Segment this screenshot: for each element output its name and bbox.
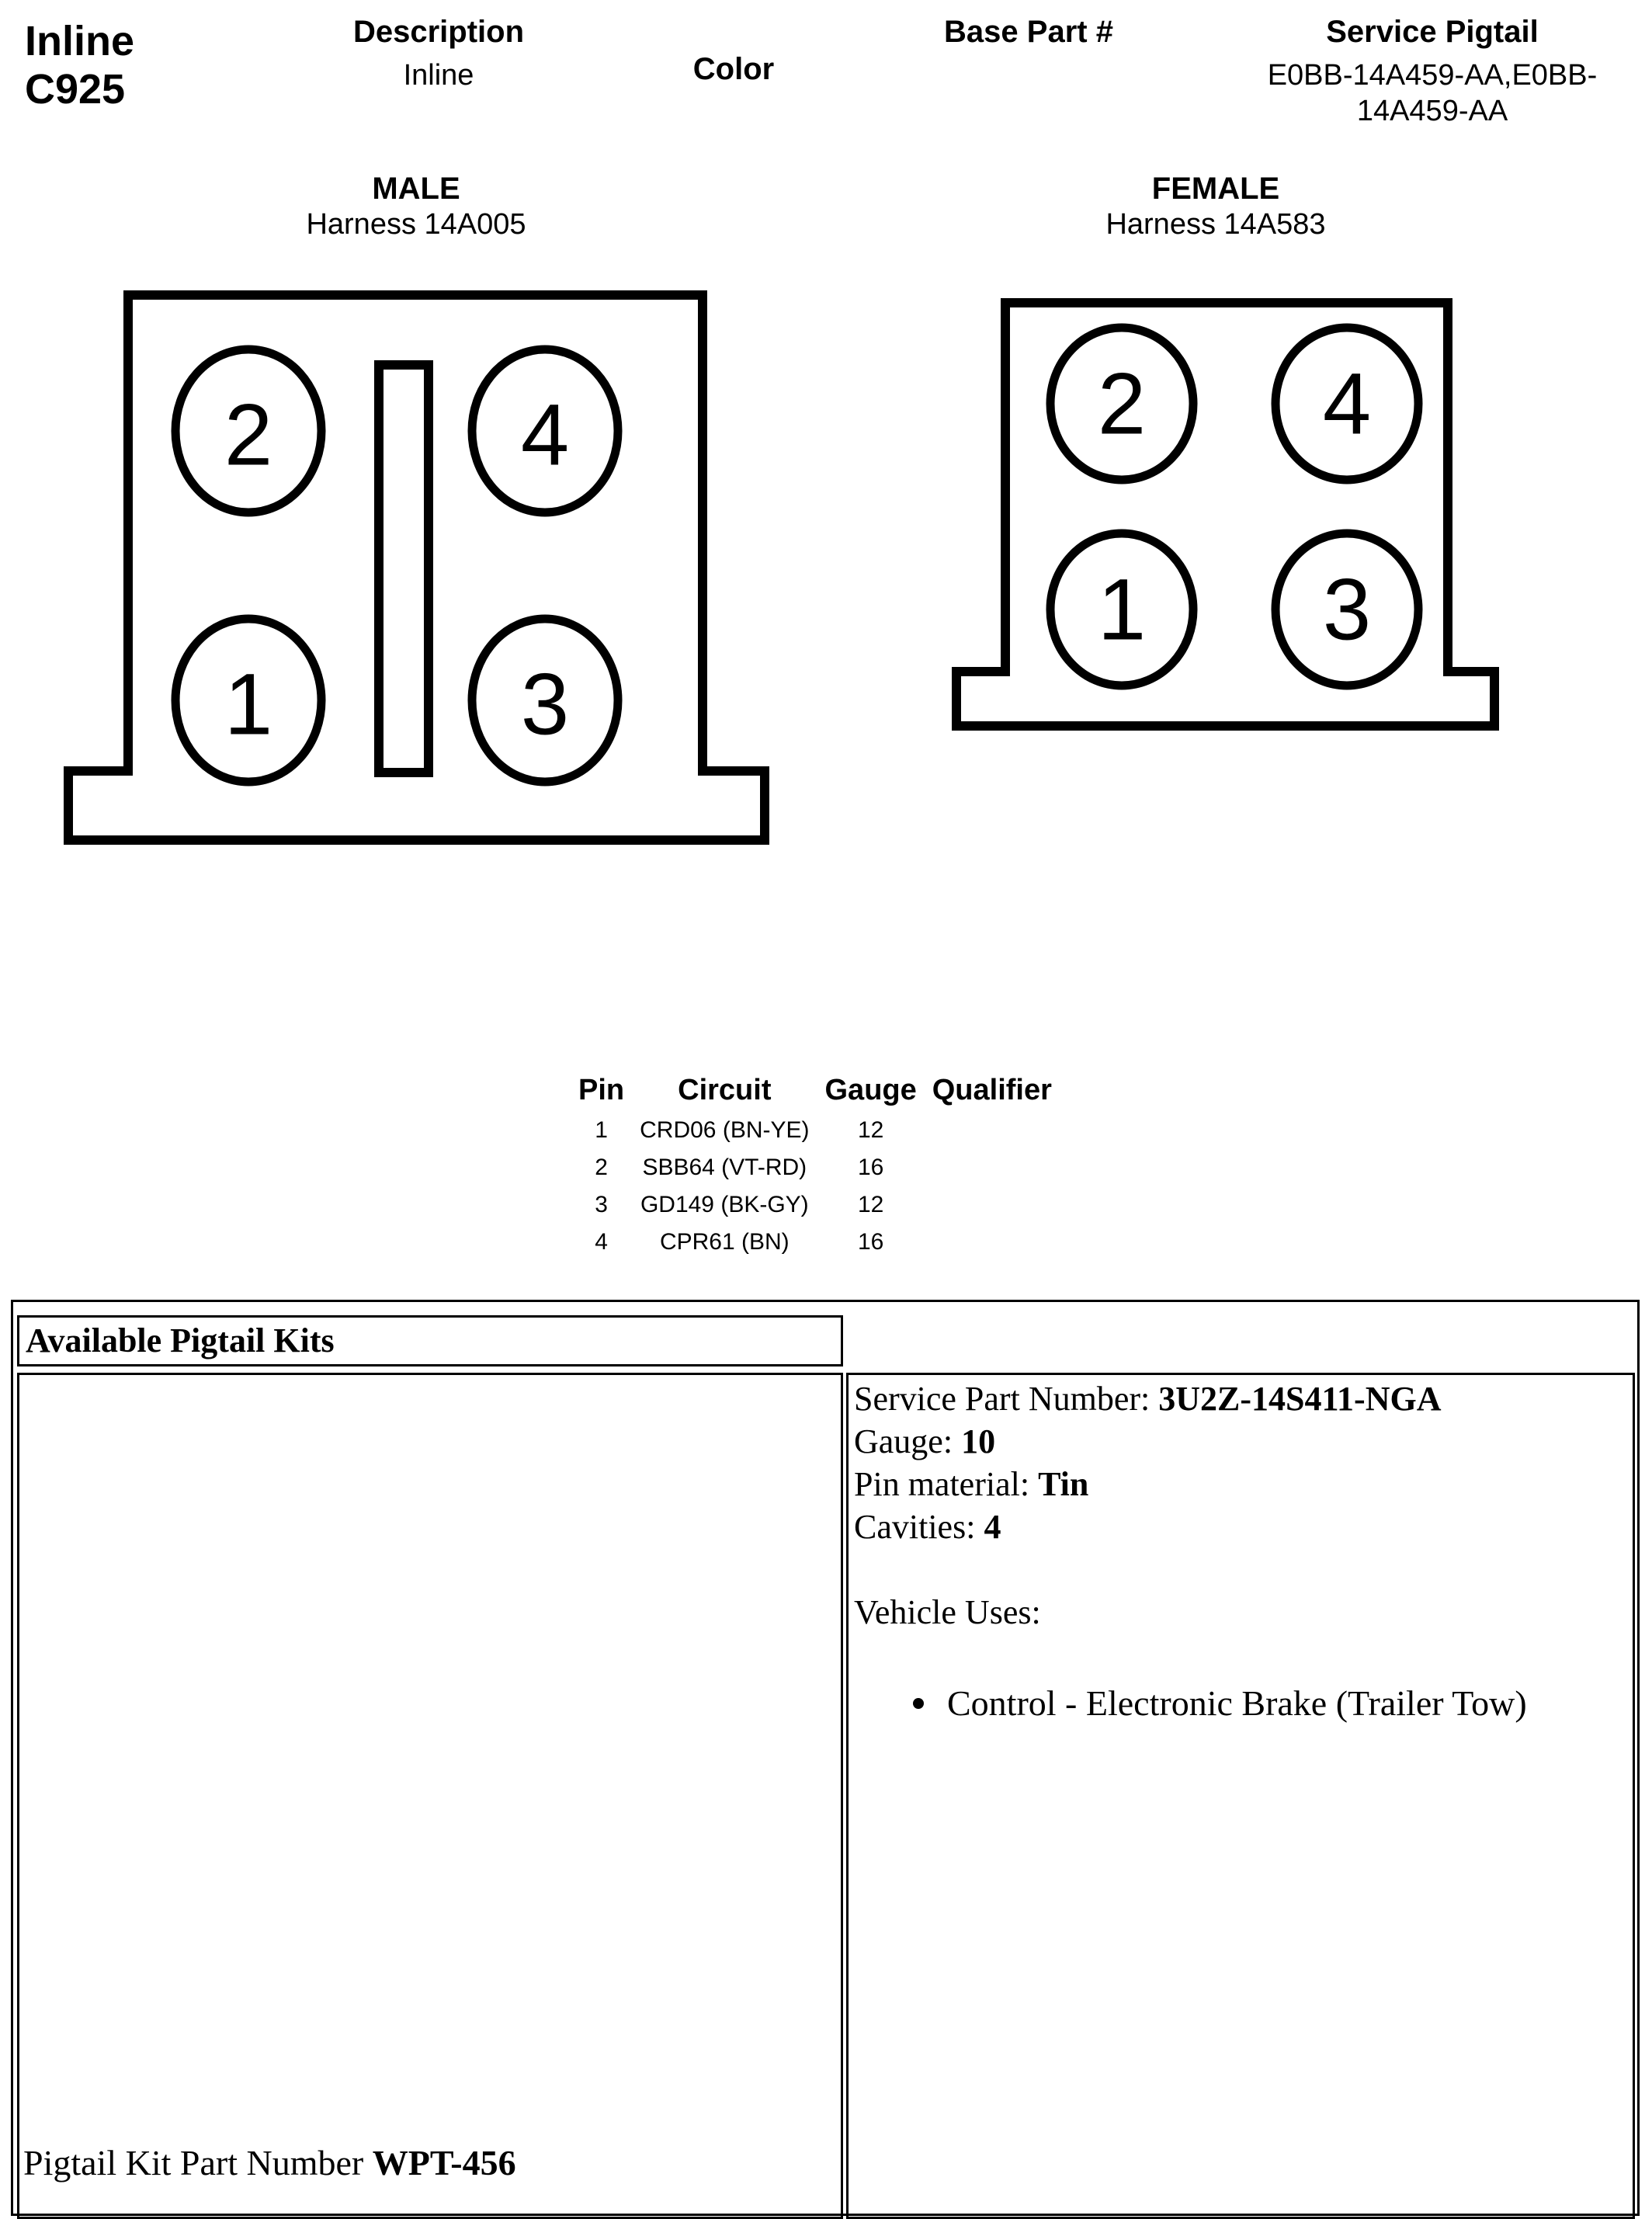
pin-table-header: [571, 1068, 1060, 1112]
pin-circuit-table: [571, 1068, 1060, 1261]
female-pin-label: 1: [1097, 561, 1147, 658]
male-title: MALE: [372, 172, 460, 206]
service-part-value: 3U2Z-14S411-NGA: [1158, 1380, 1442, 1418]
qualifier-cell: [925, 1112, 1060, 1149]
male-heading: [222, 171, 610, 242]
qualifier-cell: [925, 1186, 1060, 1224]
description-label: Description: [352, 15, 525, 49]
service-pigtail-value-1: E0BB-14A459-AA,E0BB-: [1267, 59, 1598, 92]
table-row: [571, 1112, 1060, 1149]
vehicle-uses-label: Vehicle Uses:: [854, 1593, 1041, 1631]
gauge-value: 10: [961, 1422, 996, 1460]
column-header: Circuit: [678, 1073, 772, 1106]
pigtail-kits-heading: Available Pigtail Kits: [17, 1315, 843, 1366]
color-label: Color: [692, 52, 775, 86]
male-connector-outline: [68, 295, 765, 840]
kit-part-label: Pigtail Kit Part Number: [23, 2143, 373, 2183]
gauge-cell: 12: [857, 1117, 884, 1143]
pin-material-value: Tin: [1038, 1465, 1089, 1503]
male-pin-label: 2: [224, 386, 273, 484]
circuit-cell: CRD06 (BN-YE): [640, 1117, 810, 1143]
connector-title: [25, 17, 134, 113]
pin-cell: 3: [595, 1192, 608, 1217]
male-center-key: [379, 365, 429, 773]
female-heading: [1022, 171, 1410, 242]
table-row: [571, 1149, 1060, 1186]
vehicle-use-item: [913, 1682, 1527, 1725]
pin-cell: 4: [595, 1229, 608, 1255]
gauge-cell: 16: [857, 1155, 884, 1180]
base-part-label: Base Part #: [944, 15, 1113, 49]
kit-part-value: WPT-456: [372, 2143, 516, 2183]
column-header: Pin: [578, 1073, 625, 1106]
circuit-cell: SBB64 (VT-RD): [642, 1155, 807, 1180]
service-part-line: [854, 1377, 1441, 1420]
gauge-cell: 16: [857, 1229, 884, 1255]
service-pigtail-block: [1219, 14, 1646, 129]
cavities-value: 4: [984, 1508, 1001, 1546]
female-pin-label: 4: [1322, 355, 1372, 453]
description-block: [295, 14, 582, 93]
male-pin-label: 3: [520, 655, 570, 753]
male-pin-label: 4: [520, 386, 570, 484]
connector-type: Inline: [25, 18, 135, 64]
female-harness: Harness 14A583: [1105, 208, 1326, 241]
pigtail-kit-image-cell: [17, 1373, 843, 2219]
gauge-label: Gauge:: [854, 1422, 962, 1460]
column-header: Gauge: [824, 1073, 917, 1106]
pigtail-kit-part-number: [23, 2141, 516, 2185]
pin-material-line: [854, 1463, 1441, 1505]
cavities-line: [854, 1505, 1441, 1548]
bullet-icon: [913, 1698, 924, 1709]
female-connector-diagram: [947, 287, 1506, 738]
pin-cell: 1: [595, 1117, 608, 1143]
service-part-label: Service Part Number:: [854, 1380, 1159, 1418]
qualifier-cell: [925, 1224, 1060, 1261]
table-row: [571, 1224, 1060, 1261]
female-title: FEMALE: [1151, 172, 1280, 206]
table-row: [571, 1186, 1060, 1224]
vehicle-use-text: Control - Electronic Brake (Trailer Tow): [947, 1683, 1527, 1723]
cavities-label: Cavities:: [854, 1508, 984, 1546]
pigtail-kit-details: [854, 1377, 1441, 1634]
connector-id: C925: [25, 66, 126, 113]
qualifier-cell: [925, 1149, 1060, 1186]
male-pin-label: 1: [224, 655, 273, 753]
male-harness: Harness 14A005: [306, 208, 526, 241]
circuit-cell: CPR61 (BN): [659, 1229, 790, 1255]
pin-material-label: Pin material:: [854, 1465, 1039, 1503]
male-connector-diagram: [54, 280, 784, 854]
gauge-line: [854, 1420, 1441, 1463]
gauge-cell: 12: [857, 1192, 884, 1217]
description-value: Inline: [403, 59, 474, 92]
service-pigtail-value-2: 14A459-AA: [1356, 95, 1508, 127]
pin-cell: 2: [595, 1155, 608, 1180]
female-pin-label: 3: [1322, 561, 1372, 658]
column-header: Qualifier: [932, 1073, 1052, 1106]
service-pigtail-label: Service Pigtail: [1326, 15, 1539, 49]
circuit-cell: GD149 (BK-GY): [640, 1192, 809, 1217]
female-pin-label: 2: [1097, 355, 1147, 453]
